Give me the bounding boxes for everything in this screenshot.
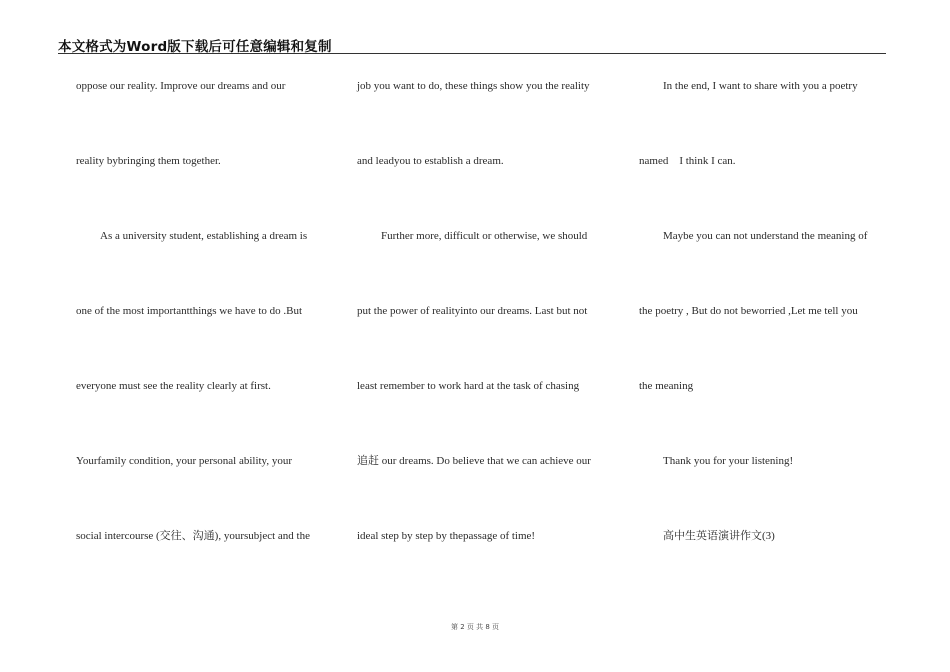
text-column-2 — [357, 0, 627, 672]
text-line: Thank you for your listening! — [663, 455, 794, 467]
text-line: 追赶 our dreams. Do believe that we can achieve our — [357, 455, 591, 467]
text-column-3 — [639, 0, 909, 672]
page-number: 第 2 页 共 8 页 — [450, 623, 500, 631]
text-line: social intercourse (交往、沟通), yoursubject and the — [76, 530, 310, 542]
text-line: job you want to do, these things show you the reality — [357, 80, 590, 92]
text-line: Maybe you can not understand the meaning of — [663, 230, 868, 242]
text-line: least remember to work hard at the task of chasing — [357, 380, 580, 392]
text-line: oppose our reality. Improve our dreams and our — [76, 80, 286, 92]
text-line: the poetry , But do not beworried ,Let me tell you — [639, 305, 858, 317]
text-line: the meaning — [639, 380, 694, 392]
text-line: Yourfamily condition, your personal ability, your — [76, 455, 293, 467]
text-line: put the power of realityinto our dreams. Last but not — [357, 305, 588, 317]
text-line: one of the most importantthings we have to do .But — [76, 305, 303, 317]
text-line: reality bybringing them together. — [76, 155, 221, 167]
text-line: and leadyou to establish a dream. — [357, 155, 504, 167]
text-line: named I think I can. — [639, 155, 736, 167]
text-line: Further more, difficult or otherwise, we should — [381, 230, 588, 242]
text-line: In the end, I want to share with you a poetry — [663, 80, 858, 92]
section-heading: 高中生英语演讲作文(3) — [663, 530, 775, 542]
text-line: ideal step by step by thepassage of time! — [357, 530, 536, 542]
text-line: As a university student, establishing a dream is — [100, 230, 308, 242]
header-title: 本文格式为Word版下载后可任意编辑和复制 — [58, 39, 332, 55]
text-line: everyone must see the reality clearly at first. — [76, 380, 271, 392]
text-column-1 — [76, 0, 346, 672]
